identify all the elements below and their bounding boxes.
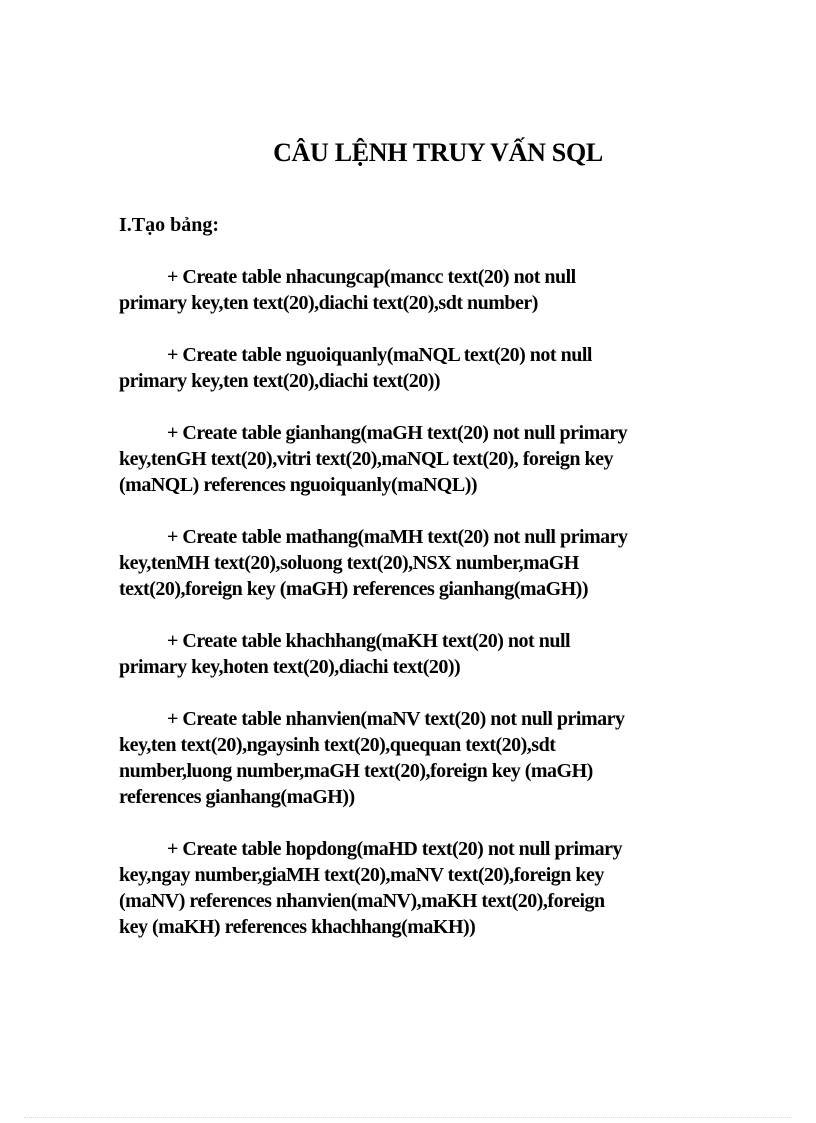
statement-line: primary key,hoten text(20),diachi text(20)) xyxy=(119,656,461,678)
statement-line: key,ngay number,giaMH text(20),maNV text(20),foreign key xyxy=(119,864,604,886)
statement-line: key,ten text(20),ngaysinh text(20),quequan text(20),sdt xyxy=(119,734,556,756)
statement-line: primary key,ten text(20),diachi text(20)) xyxy=(119,370,441,392)
sql-statement-hopdong xyxy=(119,836,709,940)
sql-statement-mathang xyxy=(119,524,709,602)
statement-line: primary key,ten text(20),diachi text(20),sdt number) xyxy=(119,292,538,314)
page-bottom-divider xyxy=(24,1117,792,1118)
statement-line: key,tenGH text(20),vitri text(20),maNQL text(20), foreign key xyxy=(119,448,614,470)
sql-statement-gianhang xyxy=(119,420,709,498)
statement-line: + Create table nhacungcap(mancc text(20) not null xyxy=(167,266,576,288)
statement-line: + Create table hopdong(maHD text(20) not null primary xyxy=(167,838,623,860)
section-heading: I.Tạo bảng: xyxy=(119,214,220,236)
statement-line: + Create table nguoiquanly(maNQL text(20) not null xyxy=(167,344,592,366)
statement-line: key (maKH) references khachhang(maKH)) xyxy=(119,916,476,938)
statement-line: (maNQL) references nguoiquanly(maNQL)) xyxy=(119,474,478,496)
sql-statement-khachhang xyxy=(119,628,709,680)
statement-line: number,luong number,maGH text(20),foreign key (maGH) xyxy=(119,760,593,782)
sql-statement-nhacungcap xyxy=(119,264,709,316)
statement-line: + Create table gianhang(maGH text(20) not null primary xyxy=(167,422,628,444)
statement-line: + Create table nhanvien(maNV text(20) not null primary xyxy=(167,708,625,730)
statement-line: + Create table mathang(maMH text(20) not null primary xyxy=(167,526,628,548)
sql-statement-nguoiquanly xyxy=(119,342,709,394)
page-title: CÂU LỆNH TRUY VẤN SQL xyxy=(273,138,603,167)
statement-line: references gianhang(maGH)) xyxy=(119,786,355,808)
statement-line: key,tenMH text(20),soluong text(20),NSX number,maGH xyxy=(119,552,579,574)
sql-statement-list xyxy=(119,264,709,966)
statement-line: + Create table khachhang(maKH text(20) not null xyxy=(167,630,571,652)
sql-statement-nhanvien xyxy=(119,706,709,810)
statement-line: (maNV) references nhanvien(maNV),maKH text(20),foreign xyxy=(119,890,605,912)
statement-line: text(20),foreign key (maGH) references gianhang(maGH)) xyxy=(119,578,589,600)
